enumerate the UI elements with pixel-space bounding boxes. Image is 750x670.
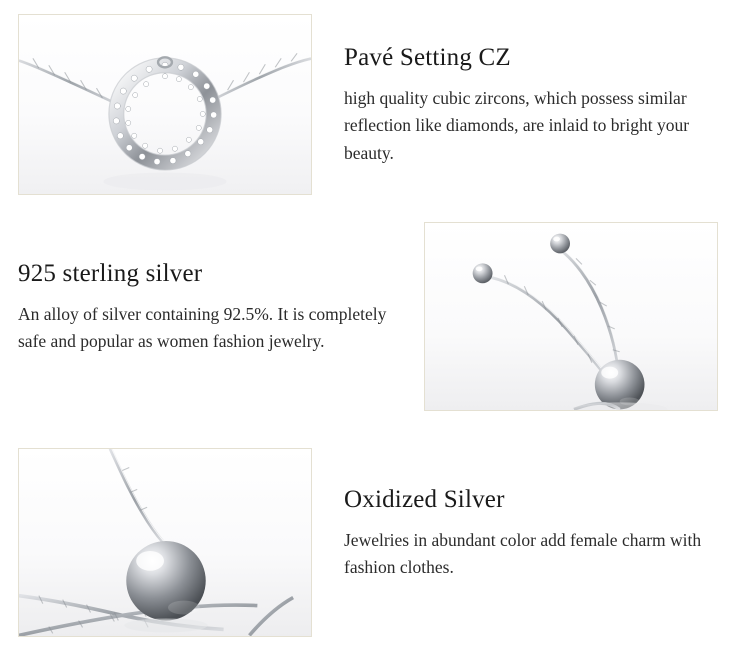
feature-heading: Oxidized Silver (344, 486, 505, 513)
oxidized-bead-illustration (19, 449, 311, 636)
feature-body: Jewelries in abundant color add female charm with fashion clothes. (344, 529, 702, 578)
feature-body: high quality cubic zircons, which possess similar reflection like diamonds, are inlaid to bright your beauty. (344, 87, 690, 164)
feature-block-925-sterling-silver (18, 222, 718, 411)
feature-text-oxidized-silver (344, 448, 736, 582)
feature-body: An alloy of silver containing 92.5%. It is completely safe and popular as women fashion jewelry. (18, 303, 387, 352)
circle-pendant-pave-cz-photo (18, 14, 312, 195)
adjustable-slider-chain-photo (424, 222, 718, 411)
feature-heading: 925 sterling silver (18, 260, 203, 287)
oxidized-silver-bead-photo (18, 448, 312, 637)
feature-text-925-sterling-silver (18, 222, 390, 356)
feature-block-oxidized-silver (18, 448, 736, 637)
feature-block-pave-setting-cz (18, 14, 736, 195)
feature-text-pave-setting-cz (344, 14, 736, 168)
slider-chain-illustration (425, 223, 717, 410)
circle-pendant-illustration (19, 15, 311, 194)
feature-heading: Pavé Setting CZ (344, 44, 511, 71)
